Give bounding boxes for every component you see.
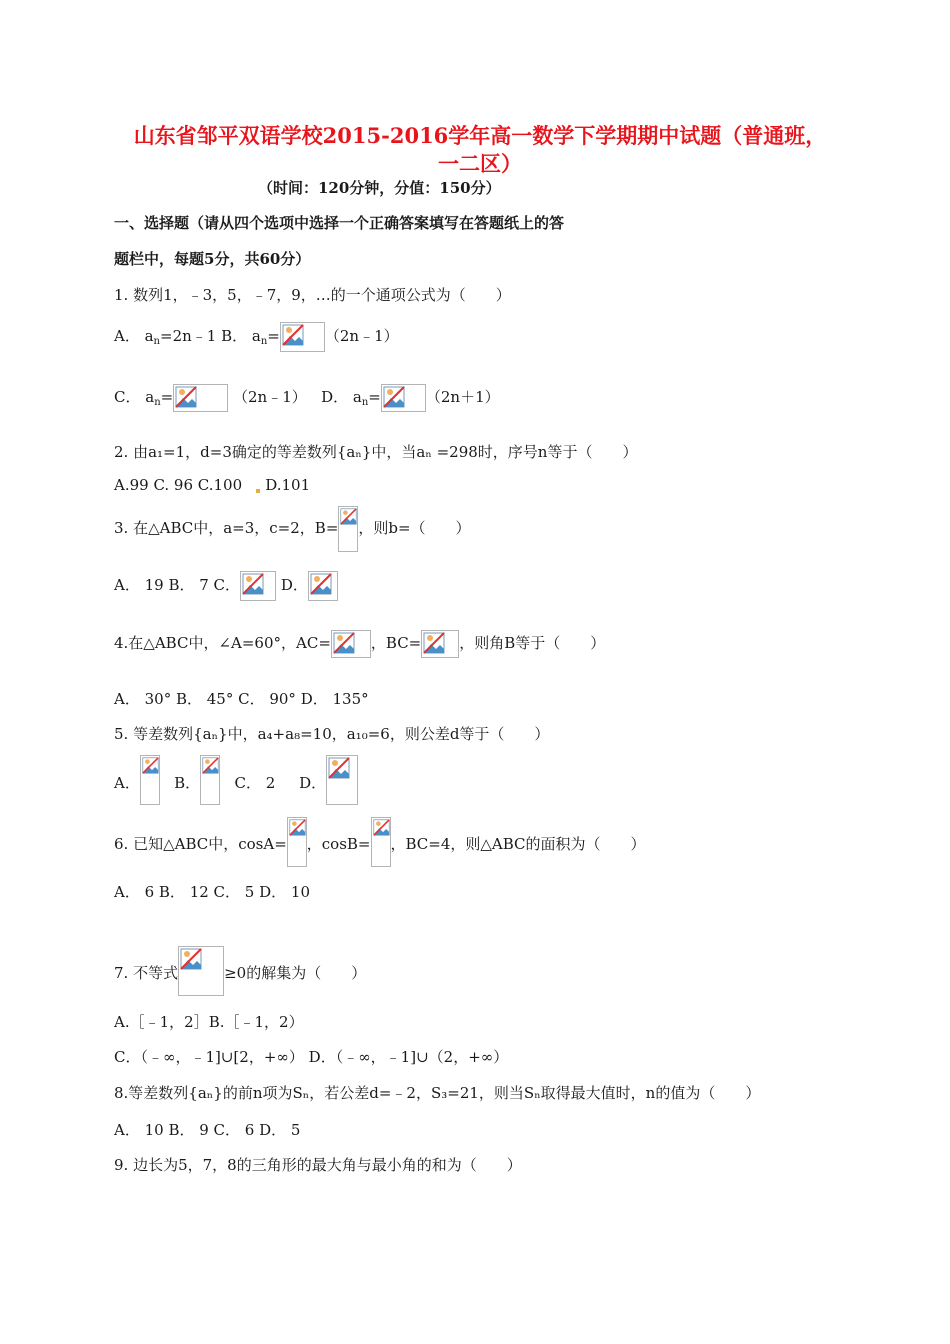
q7-stem	[114, 946, 366, 996]
q2-stem: 2. 由a₁=1，d=3确定的等差数列{aₙ}中，当aₙ =298时，序号n等于（ ）	[114, 443, 638, 461]
broken-image-icon	[331, 630, 371, 658]
broken-image-icon	[371, 817, 391, 867]
exam-time-score: （时间：120分钟，分值：150分）	[258, 179, 501, 197]
q3-stem-b: ，则b=（ ）	[358, 519, 471, 537]
q4-options: A． 30° B． 45° C． 90° D． 135°	[114, 690, 369, 708]
q7-stem-a: 7. 不等式	[114, 964, 179, 982]
q4-stem-c: ，则角B等于（ ）	[459, 634, 606, 652]
broken-image-icon	[280, 322, 325, 352]
q4-stem	[114, 630, 605, 658]
section-heading-1: 一、选择题（请从四个选项中选择一个正确答案填写在答题纸上的答	[114, 214, 565, 232]
q3-stem-a: 3. 在△ABC中，a=3，c=2，B=	[114, 519, 339, 537]
broken-image-icon	[140, 755, 160, 805]
broken-image-icon	[178, 946, 224, 996]
q9-stem: 9. 边长为5，7，8的三角形的最大角与最小角的和为（ ）	[114, 1156, 522, 1174]
q1-option-a: A． a	[114, 327, 154, 345]
stray-dot	[256, 489, 260, 493]
q7-stem-b: ≥0的解集为（ ）	[224, 964, 367, 982]
q1-option-c-subscript: n	[154, 397, 161, 408]
q1-option-d-eq: =	[368, 388, 381, 406]
q3-stem	[114, 506, 471, 552]
q7-options-ab: A.［﹣1，2］B.［﹣1，2）	[114, 1013, 304, 1031]
q3-options-abc: A． 19 B． 7 C．	[114, 576, 241, 594]
q2-options	[114, 475, 310, 495]
q5-options	[114, 755, 358, 805]
q6-options: A． 6 B． 12 C． 5 D． 10	[114, 883, 310, 901]
q5-option-a: A．	[114, 774, 140, 792]
q1-option-b-rest: （2n﹣1）	[324, 327, 399, 345]
broken-image-icon	[287, 817, 307, 867]
q1-option-a-subscript: n	[153, 336, 160, 347]
broken-image-icon	[338, 506, 358, 552]
q1-options-ab	[114, 322, 399, 352]
broken-image-icon	[173, 384, 228, 412]
q5-option-c: C． 2	[234, 774, 276, 792]
q1-option-b-subscript: n	[260, 336, 268, 347]
q4-stem-b: ，BC=	[370, 634, 422, 652]
q8-stem: 8.等差数列{aₙ}的前n项为Sₙ，若公差d=﹣2，S₃=21，则当Sₙ取得最大值时，n的值为（ ）	[114, 1084, 761, 1102]
q6-stem-b: ，cosB=	[306, 835, 371, 853]
q5-stem: 5. 等差数列{aₙ}中，a₄+a₈=10，a₁₀=6，则公差d等于（ ）	[114, 725, 550, 743]
exam-title-line1: 山东省邹平双语学校2015-2016学年高一数学下学期期中试题（普通班，	[133, 123, 827, 148]
q1-options-cd	[114, 384, 500, 413]
q3-option-d: D．	[280, 576, 308, 594]
q3-options	[114, 571, 338, 601]
broken-image-icon	[200, 755, 220, 805]
q1-stem: 1. 数列1，﹣3，5，﹣7，9，…的一个通项公式为（ ）	[114, 286, 511, 304]
section-heading-2: 题栏中，每题5分，共60分）	[114, 250, 311, 268]
q1-option-a-rest: =2n﹣1 B． a	[160, 327, 261, 345]
q2-options-abc: A.99 C. 96 C.100	[114, 476, 243, 494]
exam-title-line2: 一二区）	[438, 151, 522, 176]
q7-options-cd: C．（﹣∞，﹣1]∪[2，+∞） D．（﹣∞，﹣1]∪（2，+∞）	[114, 1048, 509, 1066]
q5-option-d: D．	[299, 774, 327, 792]
q6-stem-c: ，BC=4，则△ABC的面积为（ ）	[390, 835, 646, 853]
q1-option-c-rest: （2n﹣1）	[233, 388, 307, 406]
q1-option-d-rest: （2n＋1）	[425, 388, 500, 406]
q1-option-c-eq: =	[160, 388, 174, 406]
q2-option-d: D.101	[265, 476, 311, 494]
q1-option-d-subscript: n	[361, 397, 369, 408]
q1-option-d: D． a	[321, 388, 362, 406]
broken-image-icon	[381, 384, 426, 412]
broken-image-icon	[240, 571, 276, 601]
broken-image-icon	[308, 571, 338, 601]
q6-stem	[114, 817, 646, 867]
broken-image-icon	[326, 755, 358, 805]
q8-options: A． 10 B． 9 C． 6 D． 5	[114, 1121, 301, 1139]
q5-option-b: B．	[174, 774, 201, 792]
q4-stem-a: 4.在△ABC中，∠A=60°，AC=	[114, 634, 331, 652]
q1-option-c: C． a	[114, 388, 155, 406]
q1-option-b-eq: =	[267, 327, 280, 345]
broken-image-icon	[421, 630, 459, 658]
q6-stem-a: 6. 已知△ABC中，cosA=	[114, 835, 287, 853]
